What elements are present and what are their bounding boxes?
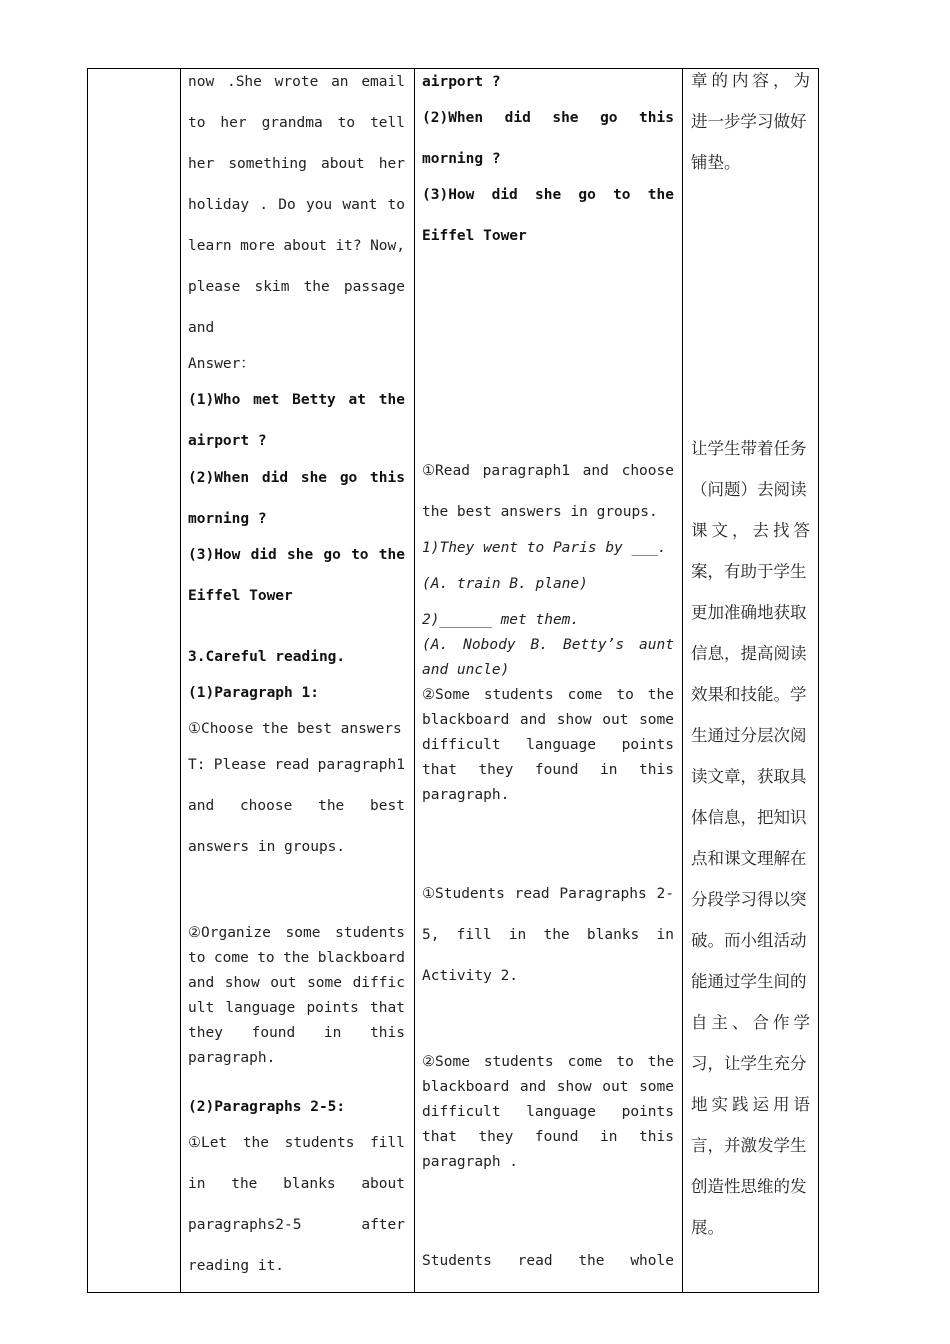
intent-line: 生通过分层次阅 bbox=[691, 726, 807, 745]
choose-instruction: T: Please read paragraph1 bbox=[188, 757, 405, 773]
blackboard-line: blackboard and show out some bbox=[422, 712, 674, 728]
question-line: airport ? bbox=[188, 433, 267, 449]
intent-line: 章 的 内 容 ， 为 bbox=[691, 71, 810, 90]
blackboard-line: paragraph. bbox=[422, 787, 510, 803]
careful-reading-heading: 3.Careful reading. bbox=[188, 649, 346, 665]
intent-line: 习，让学生充分 bbox=[691, 1054, 807, 1073]
column-divider-3 bbox=[682, 69, 683, 1292]
column-divider-1 bbox=[180, 69, 181, 1292]
paragraphs-2-5-heading: (2)Paragraphs 2-5: bbox=[188, 1099, 346, 1115]
let-students-line: paragraphs2-5 after bbox=[188, 1217, 405, 1233]
blackboard-line: difficult language points bbox=[422, 1104, 674, 1120]
question-line: (3)How did she go to the bbox=[188, 547, 405, 563]
organize-line: ②Organize some students bbox=[188, 925, 405, 941]
intent-line: 更加准确地获取 bbox=[691, 603, 807, 622]
read-paragraph1-line: ①Read paragraph1 and choose bbox=[422, 463, 674, 479]
question-1-options: (A. train B. plane) bbox=[422, 576, 588, 592]
intent-line: 展。 bbox=[691, 1218, 724, 1237]
question-line: Eiffel Tower bbox=[188, 588, 293, 604]
intent-line: 让学生带着任务 bbox=[691, 439, 807, 458]
intro-line: to her grandma to tell bbox=[188, 115, 405, 131]
read-paragraphs-2-5-line: 5, fill in the blanks in bbox=[422, 927, 674, 943]
organize-line: paragraph. bbox=[188, 1050, 276, 1066]
intro-line: her something about her bbox=[188, 156, 405, 172]
question-line: (1)Who met Betty at the bbox=[188, 392, 405, 408]
read-paragraphs-2-5-line: ①Students read Paragraphs 2- bbox=[422, 886, 674, 902]
question-2: 2)______ met them. bbox=[422, 612, 580, 628]
table-cell-blank bbox=[88, 69, 180, 1292]
choose-instruction: answers in groups. bbox=[188, 839, 346, 855]
paragraph1-heading: (1)Paragraph 1: bbox=[188, 685, 319, 701]
intent-line: 点和课文理解在 bbox=[691, 849, 807, 868]
intro-line: please skim the passage bbox=[188, 279, 405, 295]
question-line: (2)When did she go this bbox=[188, 470, 405, 486]
let-students-line: ①Let the students fill bbox=[188, 1135, 405, 1151]
intent-line: 铺垫。 bbox=[691, 153, 741, 172]
question-line: (3)How did she go to the bbox=[422, 187, 674, 203]
intent-line: 破。而小组活动 bbox=[691, 931, 807, 950]
let-students-line: in the blanks about bbox=[188, 1176, 405, 1192]
blackboard-line: difficult language points bbox=[422, 737, 674, 753]
organize-line: they found in this bbox=[188, 1025, 405, 1041]
column-divider-2 bbox=[414, 69, 415, 1292]
intent-line: 地 实 践 运 用 语 bbox=[691, 1095, 810, 1114]
organize-line: ult language points that bbox=[188, 1000, 405, 1016]
question-line: morning ? bbox=[422, 151, 501, 167]
intro-line: and bbox=[188, 320, 215, 336]
intent-line: 效果和技能。学 bbox=[691, 685, 807, 704]
intent-line: 课 文 ， 去 找 答 bbox=[691, 521, 810, 540]
intent-line: 信息，提高阅读 bbox=[691, 644, 807, 663]
intent-line: （问题）去阅读 bbox=[691, 480, 807, 499]
intro-line: now .She wrote an email bbox=[188, 74, 405, 90]
question-line: Eiffel Tower bbox=[422, 228, 527, 244]
question-2-options: and uncle) bbox=[422, 662, 510, 678]
intro-line: learn more about it? Now, bbox=[188, 238, 405, 254]
answer-label: Answer： bbox=[188, 356, 255, 372]
question-1: 1)They went to Paris by ___. bbox=[422, 540, 667, 556]
intent-line: 分段学习得以突 bbox=[691, 890, 807, 909]
intent-line: 进一步学习做好 bbox=[691, 112, 807, 131]
read-paragraph1-line: the best answers in groups. bbox=[422, 504, 658, 520]
read-whole-line: Students read the whole bbox=[422, 1253, 674, 1269]
choose-item: ①Choose the best answers bbox=[188, 721, 402, 737]
choose-instruction: and choose the best bbox=[188, 798, 405, 814]
question-line: (2)When did she go this bbox=[422, 110, 674, 126]
blackboard-line: blackboard and show out some bbox=[422, 1079, 674, 1095]
intent-line: 案，有助于学生 bbox=[691, 562, 807, 581]
blackboard-line: ②Some students come to the bbox=[422, 1054, 674, 1070]
intent-line: 体信息，把知识 bbox=[691, 808, 807, 827]
intent-line: 言，并激发学生 bbox=[691, 1136, 807, 1155]
read-paragraphs-2-5-line: Activity 2. bbox=[422, 968, 519, 984]
let-students-line: reading it. bbox=[188, 1258, 285, 1274]
organize-line: to come to the blackboard bbox=[188, 950, 405, 966]
intent-line: 读文章，获取具 bbox=[691, 767, 807, 786]
organize-line: and show out some diffic bbox=[188, 975, 405, 991]
intent-line: 能通过学生间的 bbox=[691, 972, 807, 991]
intro-line: holiday . Do you want to bbox=[188, 197, 405, 213]
question-line: airport ? bbox=[422, 74, 501, 90]
blackboard-line: that they found in this bbox=[422, 762, 674, 778]
question-line: morning ? bbox=[188, 511, 267, 527]
question-2-options: (A. Nobody B. Betty’s aunt bbox=[422, 637, 674, 653]
blackboard-line: paragraph . bbox=[422, 1154, 519, 1170]
intent-line: 自 主 、 合 作 学 bbox=[691, 1013, 810, 1032]
blackboard-line: ②Some students come to the bbox=[422, 687, 674, 703]
intent-line: 创造性思维的发 bbox=[691, 1177, 807, 1196]
blackboard-line: that they found in this bbox=[422, 1129, 674, 1145]
